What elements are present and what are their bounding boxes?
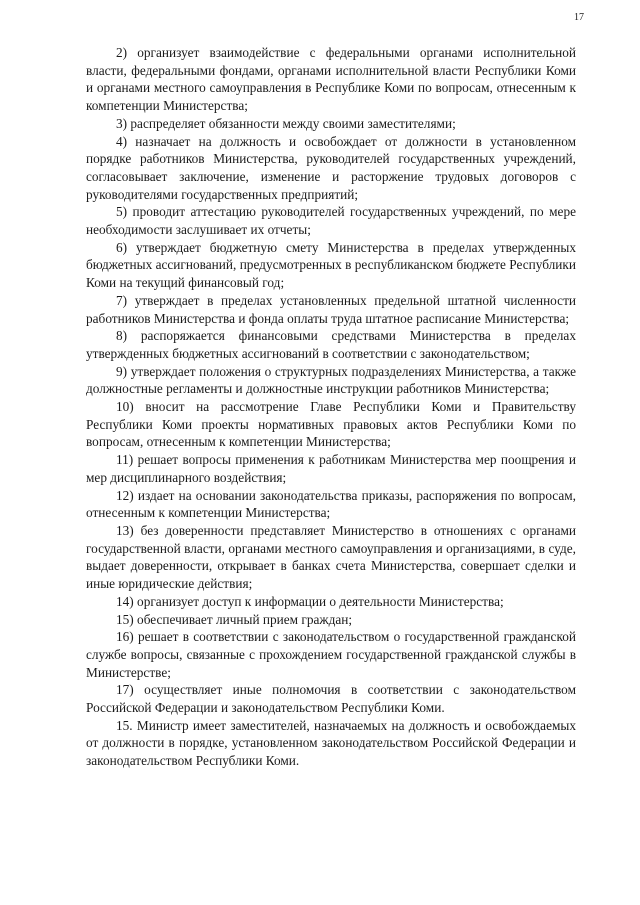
paragraph-item-14: 14) организует доступ к информации о деятельности Министерства; (116, 593, 504, 609)
paragraph-item-13: 13) без доверенности представляет Министерство в отношениях с органами государственной власти, органами местного самоуправления и организациями, в суде, выдает доверенности, открывает в банках счета Министерства, совершает сделки и иные юридические действия; (86, 522, 576, 592)
paragraph-item-6: 6) утверждает бюджетную смету Министерства в пределах утвержденных бюджетных ассигнований, предусмотренных в республиканском бюджете Республики Коми на текущий финансовый год; (86, 239, 576, 291)
paragraph-item-3: 3) распределяет обязанности между своими заместителями; (116, 115, 456, 131)
document-body (86, 44, 576, 770)
paragraph-item-4: 4) назначает на должность и освобождает от должности в установленном порядке работников Министерства, руководителей государственных учреждений, согласовывает заключение, изменение и расторжение трудовых договоров с руководителями государственных предприятий; (86, 133, 576, 202)
paragraph-item-5: 5) проводит аттестацию руководителей государственных учреждений, по мере необходимости заслушивает их отчеты; (86, 204, 576, 238)
paragraph-item-12: 12) издает на основании законодательства приказы, распоряжения по вопросам, отнесенным к компетенции Министерства; (86, 487, 576, 521)
paragraph-item-10: 10) вносит на рассмотрение Главе Республики Коми и Правительству Республики Коми проекты нормативных правовых актов Республики Коми по вопросам, отнесенным к компетенции Министерства; (86, 399, 576, 450)
paragraph-item-7: 7) утверждает в пределах установленных предельной штатной численности работников Министерства и фонда оплаты труда штатное расписание Министерства; (86, 292, 576, 326)
paragraph-item-17: 17) осуществляет иные полномочия в соответствии с законодательством Российской Федерации и законодательством Республики Коми. (86, 682, 576, 716)
paragraph-section-15: 15. Министр имеет заместителей, назначаемых на должность и освобождаемых от должности в порядке, установленном законодательством Российской Федерации и законодательством Республики Коми. (86, 717, 576, 769)
paragraph-item-2: 2) организует взаимодействие с федеральными органами исполнительной власти, федеральными фондами, органами исполнительной власти Республики Коми и органами местного самоуправления в Республике Коми по вопросам, отнесенным к компетенции Министерства; (86, 45, 576, 114)
paragraph-item-16: 16) решает в соответствии с законодательством о государственной гражданской службе вопросы, связанные с прохождением государственной гражданской службы в Министерстве; (86, 629, 576, 680)
paragraph-item-8: 8) распоряжается финансовыми средствами Министерства в пределах утвержденных бюджетных ассигнований в соответствии с законодательством; (86, 328, 576, 361)
page-number: 17 (574, 12, 584, 23)
paragraph-item-15: 15) обеспечивает личный прием граждан; (116, 611, 353, 627)
paragraph-item-11: 11) решает вопросы применения к работникам Министерства мер поощрения и мер дисциплинарного воздействия; (86, 452, 576, 485)
paragraph-item-9: 9) утверждает положения о структурных подразделениях Министерства, а также должностные регламенты и должностные инструкции работников Министерства; (86, 363, 576, 397)
